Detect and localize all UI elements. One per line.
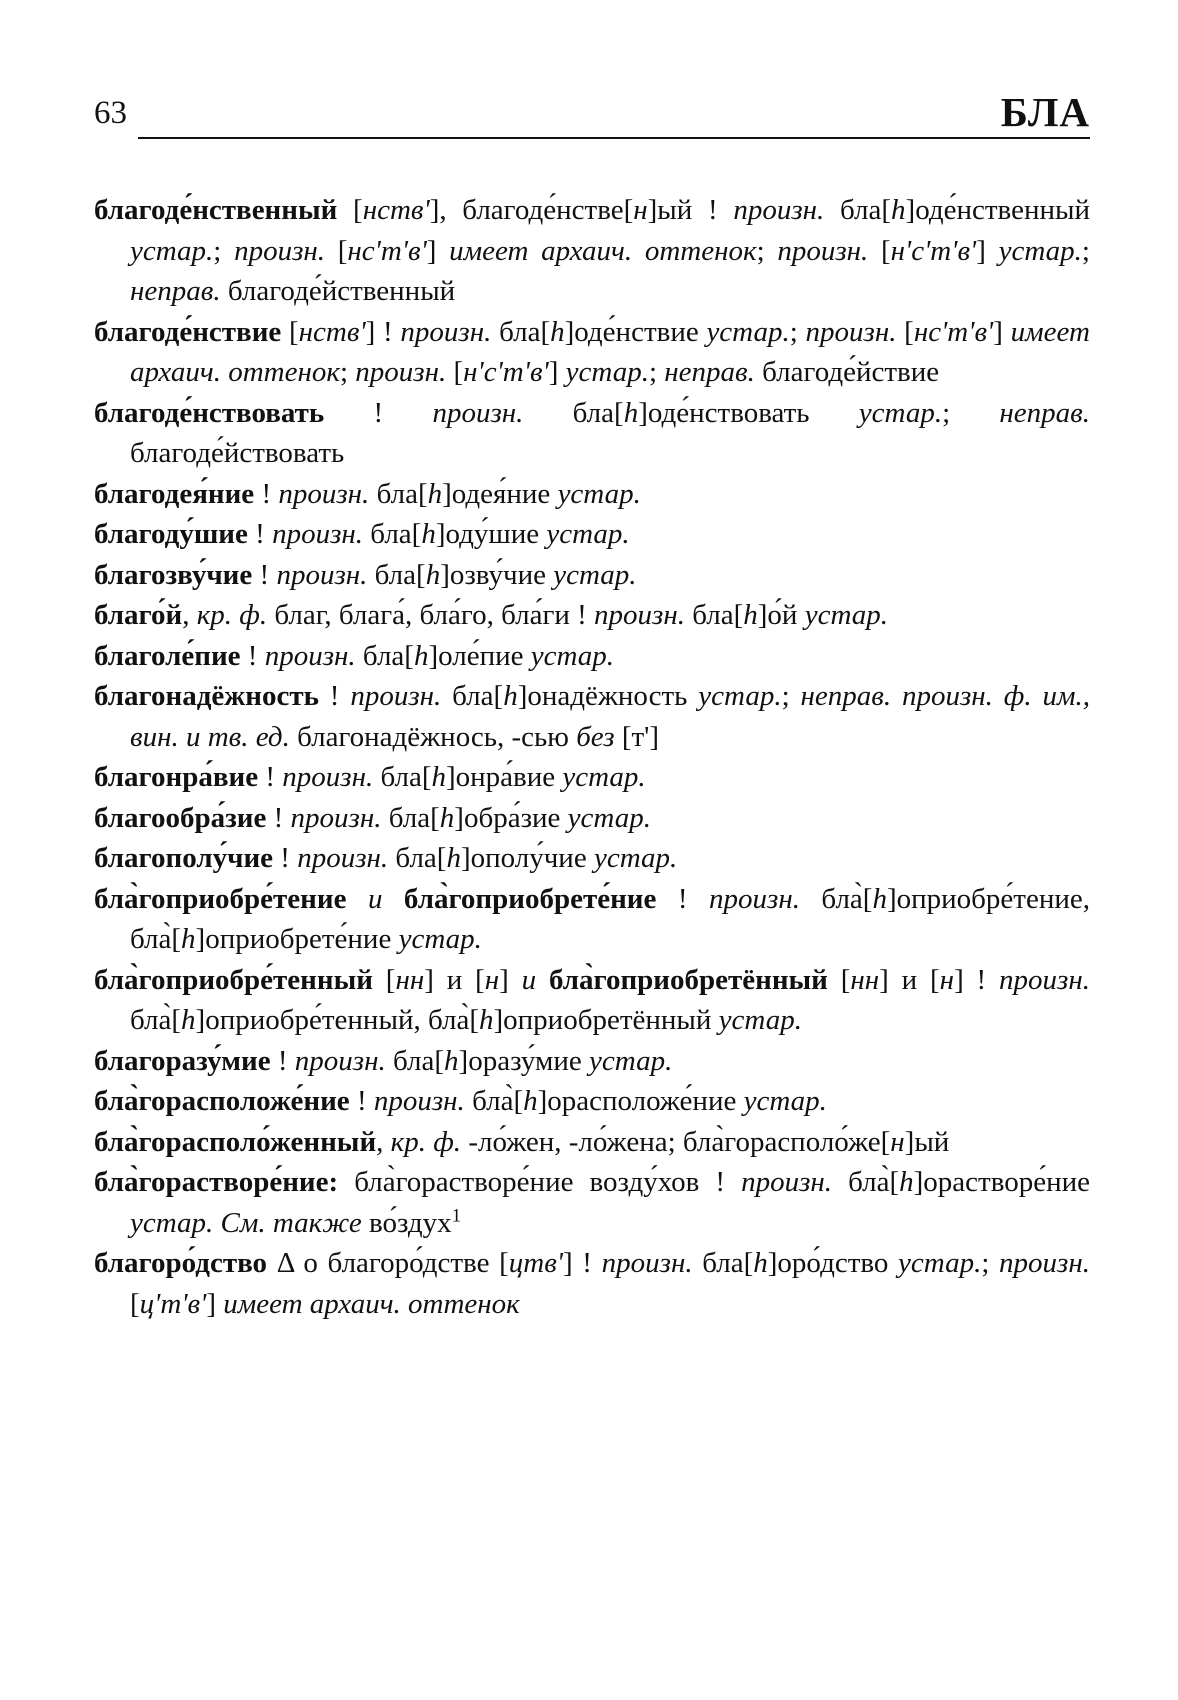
italic-label: нс'т'в' (913, 315, 994, 348)
dictionary-entry (94, 312, 1090, 393)
italic-label: устар. (130, 234, 214, 267)
entry-text: ; (213, 234, 235, 267)
italic-label: произн. (294, 1044, 386, 1077)
headword: бла̀гоприобре́тенный (94, 963, 373, 996)
entry-text: ] ! (954, 963, 1000, 996)
entry-text: [ (827, 963, 851, 996)
headword: бла̀гоприобретённый (548, 963, 828, 996)
entry-text: ; (648, 356, 665, 388)
entry-text: ! (254, 477, 279, 510)
italic-label: устар. (546, 518, 630, 550)
italic-label: имеет архаич. оттенок (449, 234, 757, 267)
entry-text: ]оприобре́тенный, бла̀[ (195, 1004, 479, 1036)
entry-text: бла̀[ (832, 1166, 900, 1198)
italic-label: устар. (557, 477, 641, 510)
italic-label: произн. (373, 1085, 465, 1117)
headword: благо́й (94, 599, 183, 631)
dictionary-entry (94, 757, 1090, 798)
italic-label: кр. ф. (196, 599, 268, 631)
entry-text: , (182, 599, 197, 631)
italic-label: устар. (698, 680, 782, 712)
headword: бла̀гоприобре́тение (94, 882, 347, 915)
italic-label: и (521, 963, 537, 996)
italic-label: устар. (718, 1004, 802, 1036)
entry-text: ! (252, 558, 277, 591)
headword: благоле́пие (94, 639, 241, 672)
italic-label: произн. (350, 680, 442, 712)
entry-text: бла[ (381, 801, 440, 834)
entry-text: бла[ (684, 599, 744, 631)
entry-text: [ (130, 1287, 140, 1320)
entry-text: ! (656, 882, 709, 915)
entry-text: ; (1081, 234, 1090, 267)
italic-label: произн. (432, 396, 524, 429)
italic-label: h (413, 639, 429, 672)
italic-label: устар. (553, 558, 637, 591)
dictionary-entry (94, 636, 1090, 677)
italic-label: устар. (530, 639, 615, 672)
headword: благообра́зие (94, 801, 267, 834)
entry-text: бла[ (824, 194, 892, 226)
entry-text: ]орастворе́ние (913, 1166, 1090, 1198)
italic-label: устар. (398, 923, 482, 955)
italic-label: h (503, 680, 518, 712)
entry-text: ! (240, 639, 265, 672)
italic-label: неправ. (999, 396, 1090, 429)
italic-label: h (425, 558, 441, 591)
italic-label: нств' (362, 194, 430, 226)
entry-text: ! (318, 680, 351, 712)
entry-text: во́здух (361, 1206, 452, 1239)
entry-text: ] и [ (879, 963, 940, 996)
dictionary-entry (94, 1122, 1090, 1163)
entry-text: ]оде́нственный (905, 194, 1090, 226)
entry-text: ]оприобрете́ние (195, 923, 399, 955)
headword: благоразу́мие (94, 1044, 271, 1077)
headword: благонра́вие (94, 761, 259, 793)
italic-label: устар. (562, 761, 646, 793)
italic-label: h (181, 1004, 196, 1036)
italic-label: устар. (898, 1247, 982, 1279)
italic-label: h (872, 882, 887, 915)
italic-label: h (891, 194, 906, 226)
dictionary-entry (94, 1081, 1090, 1122)
dictionary-entry (94, 393, 1090, 474)
italic-label: h (427, 477, 443, 510)
italic-label: произн. (709, 882, 800, 915)
entry-text (382, 883, 403, 915)
italic-label: h (181, 923, 196, 955)
entry-text: ]оде́нствие (564, 315, 707, 348)
entry-text: ; (339, 356, 356, 388)
entry-text: бла[ (373, 761, 432, 793)
entry-text: ]оприобре́тение, бла̀[ (130, 882, 1090, 955)
italic-label: произн. (601, 1247, 693, 1279)
entry-text: ! (349, 1085, 374, 1117)
italic-label: н (633, 194, 648, 226)
entry-text: ] (993, 315, 1011, 348)
entry-text: ] (426, 234, 450, 267)
entry-text: ]озву́чие (440, 558, 554, 591)
entry-text: бла[ (355, 639, 414, 672)
entry-text (346, 883, 367, 915)
entry-text: ! (324, 396, 433, 429)
italic-label: имеет архаич. оттенок (223, 1287, 520, 1320)
italic-label: произн. (272, 518, 364, 550)
italic-label: устар. (706, 315, 790, 348)
entry-text: [ (337, 194, 363, 226)
italic-label: h (523, 1085, 538, 1117)
headword: благозву́чие (94, 558, 253, 591)
italic-label: н (484, 963, 500, 996)
entry-text: ]оразу́мие (458, 1044, 590, 1077)
italic-label: произн. (999, 963, 1090, 996)
entry-text: ]оде́нствовать (638, 396, 859, 429)
entry-text: бла̀[ (799, 882, 873, 915)
dictionary-entries (94, 190, 1090, 1324)
italic-label: н (939, 963, 955, 996)
entry-text: ]оро́дство (767, 1247, 899, 1279)
page-header (94, 82, 1090, 140)
entry-text: -ло́жен, -ло́жена; бла̀горасполо́же[ (461, 1125, 891, 1158)
dictionary-entry (94, 676, 1090, 757)
italic-label: неправ. произн. ф. им., вин. и тв. ед. (130, 680, 1090, 753)
entry-text: бла[ (385, 1044, 445, 1077)
entry-text: бла̀[ (130, 1004, 182, 1036)
dictionary-entry (94, 1243, 1090, 1324)
entry-text: бла̀горастворе́ние возду́хов ! (338, 1166, 742, 1198)
entry-text: благоде́йствие (754, 356, 940, 388)
entry-text: [ (896, 315, 914, 348)
italic-label: h (743, 599, 758, 631)
entry-text: , (376, 1125, 391, 1158)
italic-label: нс'т'в' (347, 234, 427, 267)
entry-text: ]оду́шие (435, 518, 547, 550)
entry-text: ] ! (563, 1247, 602, 1279)
entry-text: [ (372, 963, 396, 996)
italic-label: ц'т'в' (139, 1287, 207, 1320)
italic-label: h (431, 761, 446, 793)
entry-text: ; (781, 680, 801, 712)
dictionary-entry (94, 960, 1090, 1041)
entry-text: благоде́йственный (220, 275, 456, 307)
italic-label: устар. (567, 801, 651, 834)
entry-text: благ, блага́, бла́го, бла́ги ! (267, 599, 595, 631)
italic-label: h (421, 518, 436, 550)
italic-label: h (479, 1004, 494, 1036)
italic-label: н'с'т'в' (463, 356, 549, 388)
entry-text: ]ополу́чие (460, 842, 594, 874)
italic-label: h (753, 1247, 768, 1279)
italic-label: h (623, 396, 639, 429)
italic-label: произн. (234, 234, 326, 267)
entry-text: ; (981, 1247, 1000, 1279)
entry-text: ; (789, 315, 806, 348)
dictionary-entry (94, 798, 1090, 839)
headword: бла̀горасполо́женный (94, 1125, 377, 1158)
entry-text: ! (273, 842, 298, 874)
superscript: 1 (451, 1204, 462, 1226)
entry-text: ]онра́вие (446, 761, 563, 793)
dictionary-entry (94, 190, 1090, 312)
dictionary-entry (94, 838, 1090, 879)
entry-text: ] (499, 963, 522, 996)
entry-text: бла[ (367, 558, 426, 591)
italic-label: h (444, 1044, 459, 1077)
headword: бла̀горастворе́ние: (94, 1166, 339, 1198)
entry-text: ; (756, 234, 778, 267)
italic-label: произн. (400, 315, 492, 348)
italic-label: устар. (589, 1044, 673, 1077)
italic-label: и (367, 882, 383, 915)
dictionary-entry (94, 595, 1090, 636)
headword: благонадёжность (94, 680, 319, 712)
headword: благодея́ние (94, 477, 255, 510)
headword: благоде́нственный (94, 194, 338, 226)
entry-text (536, 964, 549, 996)
entry-text: ]оприобретённый (493, 1004, 719, 1036)
italic-label: устар. (565, 356, 649, 388)
entry-text: ] (976, 234, 999, 267)
italic-label: произн. (733, 194, 825, 226)
italic-label: произн. (594, 599, 685, 631)
italic-label: имеет архаич. оттенок (130, 315, 1090, 388)
entry-text: ! (258, 761, 283, 793)
entry-text: благоде́йствовать (130, 437, 345, 469)
italic-label: произн. (297, 842, 389, 874)
entry-text: ], благоде́нстве[ (429, 194, 634, 226)
entry-text: [ (325, 234, 348, 267)
italic-label: неправ. (664, 356, 755, 388)
entry-text: бла[ (491, 315, 551, 348)
italic-label: произн. (290, 801, 382, 834)
italic-label: произн. (999, 1247, 1090, 1279)
headword: бла̀гоприобрете́ние (403, 882, 657, 915)
italic-label: устар. См. также (130, 1206, 362, 1239)
headword: благоро́дство (94, 1247, 268, 1279)
italic-label: н (890, 1125, 905, 1158)
entry-text: ] (206, 1287, 224, 1320)
entry-text: [ (281, 315, 299, 348)
italic-label: нств' (298, 315, 366, 348)
entry-text: Δ о благоро́дстве [ (267, 1247, 509, 1279)
entry-text: ]о́й (757, 599, 805, 631)
entry-text: ]орасположе́ние (537, 1085, 744, 1117)
entry-text: бла[ (388, 842, 447, 874)
entry-text: бла[ (523, 396, 624, 429)
entry-text: ]ый (904, 1125, 950, 1158)
entry-text: ]обра́зие (454, 801, 568, 834)
entry-text: бла[ (692, 1247, 754, 1279)
italic-label: неправ. (130, 275, 221, 307)
italic-label: без (576, 720, 615, 753)
italic-label: произн. (741, 1166, 833, 1198)
entry-text: ]одея́ние (442, 477, 558, 510)
italic-label: произн. (282, 761, 374, 793)
dictionary-entry (94, 555, 1090, 596)
entry-text: бла[ (363, 518, 422, 550)
italic-label: устар. (998, 234, 1082, 267)
italic-label: произн. (278, 477, 370, 510)
italic-label: произн. (264, 639, 356, 672)
entry-text: ] ! (365, 315, 401, 348)
dictionary-entry (94, 1041, 1090, 1082)
guide-word: БЛА (1000, 89, 1090, 135)
italic-label: произн. (276, 558, 368, 591)
italic-label: h (446, 842, 461, 874)
entry-text: ] (548, 356, 566, 388)
italic-label: устар. (804, 599, 888, 631)
entry-text: [ (446, 356, 464, 388)
dictionary-entry (94, 474, 1090, 515)
italic-label: кр. ф. (390, 1125, 462, 1158)
entry-text: ! (266, 801, 291, 834)
dictionary-entry (94, 879, 1090, 960)
italic-label: h (550, 315, 565, 348)
italic-label: нн (850, 963, 880, 996)
italic-label: произн. (805, 315, 897, 348)
italic-label: произн. (777, 234, 869, 267)
entry-text: ! (247, 518, 273, 550)
italic-label: h (439, 801, 455, 834)
entry-text: бла̀[ (464, 1085, 524, 1117)
dictionary-entry (94, 1162, 1090, 1243)
dictionary-entry (94, 514, 1090, 555)
headword: благоде́нствовать (94, 396, 325, 429)
page-number: 63 (94, 95, 127, 131)
italic-label: произн. (355, 356, 447, 388)
italic-label: устар. (858, 396, 943, 429)
headword: благоду́шие (94, 518, 248, 550)
entry-text: благонадёжнось, -сью (289, 720, 577, 753)
headword: благоде́нствие (94, 315, 282, 348)
italic-label: цтв' (508, 1247, 563, 1279)
entry-text: бла[ (441, 680, 504, 712)
entry-text: ] и [ (424, 963, 485, 996)
italic-label: h (899, 1166, 914, 1198)
entry-text: ; (942, 396, 1000, 429)
headword: благополу́чие (94, 842, 274, 874)
entry-text: ! (270, 1044, 295, 1077)
header-rule (138, 137, 1090, 139)
italic-label: н'с'т'в' (890, 234, 977, 267)
italic-label: устар. (593, 842, 678, 874)
entry-text: ]онадёжность (517, 680, 699, 712)
entry-text: ]оле́пие (428, 639, 531, 672)
entry-text: ]ый ! (647, 194, 734, 226)
entry-text: [ (868, 234, 891, 267)
entry-text: [т'] (614, 720, 660, 753)
italic-label: устар. (743, 1085, 827, 1117)
italic-label: нн (395, 963, 425, 996)
entry-text: бла[ (369, 477, 428, 510)
headword: бла̀горасположе́ние (94, 1085, 350, 1117)
